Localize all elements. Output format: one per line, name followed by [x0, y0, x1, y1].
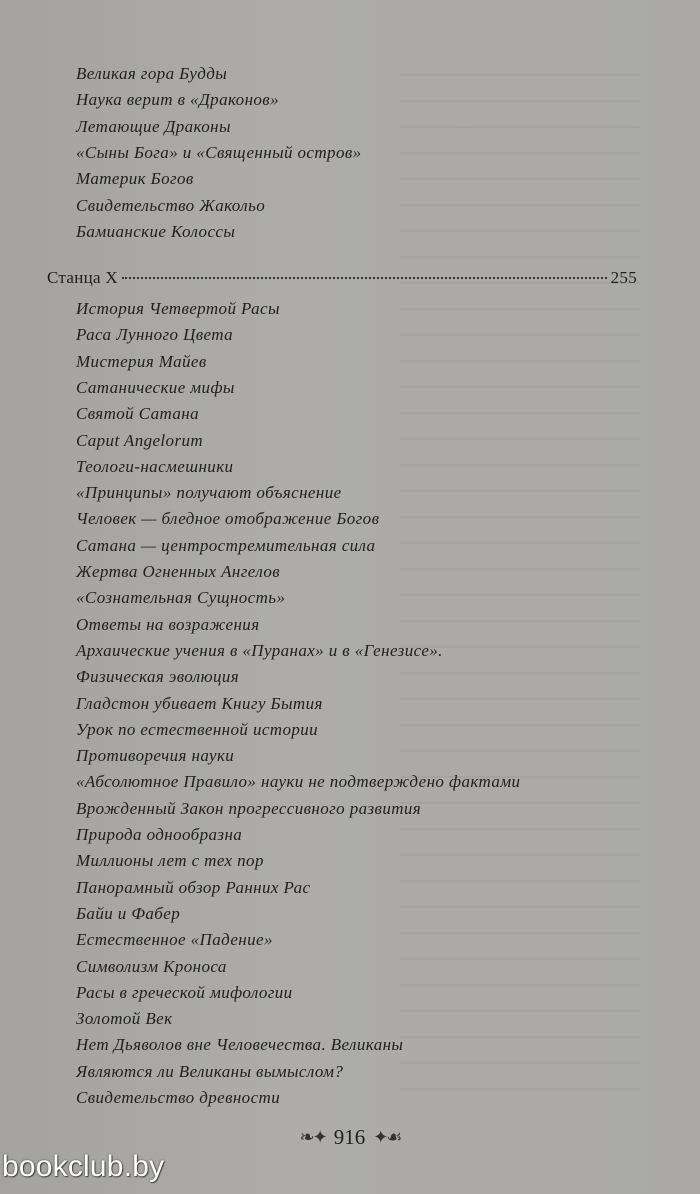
ornament-left-icon: ❧✦: [299, 1127, 326, 1147]
toc-entry: Человек — бледное отображение Богов: [76, 509, 380, 529]
toc-entry: Архаические учения в «Пуранах» и в «Генезисе».: [76, 640, 443, 660]
toc-entry: «Абсолютное Правило» науки не подтверждено фактами: [76, 772, 521, 792]
dot-leader: [122, 277, 607, 279]
toc-entry: Гладстон убивает Книгу Бытия: [76, 693, 323, 713]
toc-entry: Являются ли Великаны вымыслом?: [76, 1061, 344, 1081]
toc-entry: История Четвертой Расы: [76, 299, 280, 318]
toc-entry: Природа однообразна: [76, 825, 243, 844]
toc-entry: Святой Сатана: [76, 404, 199, 424]
toc-entry: Естественное «Падение»: [76, 930, 273, 950]
toc-entry: Миллионы лет с тех пор: [76, 851, 264, 871]
toc-entry: «Принципы» получают объяснение: [76, 483, 342, 503]
toc-entry: Свидетельство древности: [76, 1088, 281, 1107]
toc-entry: Физическая эволюция: [76, 667, 240, 687]
toc-entry: Великая гора Будды: [76, 64, 228, 83]
section-heading: [47, 268, 637, 288]
toc-entry: Расы в греческой мифологии: [76, 982, 293, 1002]
toc-entry: Сатана — центростремительная сила: [76, 535, 376, 555]
toc-entry: «Сознательная Сущность»: [76, 588, 286, 608]
toc-entry: Панорамный обзор Ранних Рас: [76, 877, 311, 897]
toc-entry: Наука верит в «Драконов»: [76, 90, 279, 110]
toc-entry: Жертва Огненных Ангелов: [76, 562, 281, 581]
ornament-right-icon: ✦☙: [373, 1127, 401, 1147]
toc-entry: Летающие Драконы: [76, 116, 231, 136]
toc-entry: Сатанические мифы: [76, 377, 235, 397]
toc-entry: Мистерия Майев: [76, 351, 207, 371]
show-through-text: [400, 60, 640, 1100]
toc-entry: Бамианские Колоссы: [76, 221, 236, 241]
toc-entry: Байи и Фабер: [76, 903, 181, 923]
toc-entry: Золотой Век: [76, 1009, 173, 1029]
section-title: Станца X: [47, 268, 118, 287]
toc-entry: Свидетельство Жакольо: [76, 195, 266, 215]
toc-entry: Урок по естественной истории: [76, 719, 319, 739]
toc-entry: Теологи-насмешники: [76, 456, 234, 476]
toc-entry: Врожденный Закон прогрессивного развития: [76, 798, 422, 818]
toc-entry: «Сыны Бога» и «Священный остров»: [76, 142, 362, 162]
section-page-number: 255: [610, 268, 637, 287]
watermark-logo: bookclub.by: [2, 1150, 165, 1183]
page-footer: [0, 1125, 700, 1150]
page-number: 916: [333, 1125, 366, 1149]
toc-entry: Материк Богов: [76, 169, 194, 189]
toc-entry: Раса Лунного Цвета: [76, 325, 234, 345]
toc-entry: Caput Angelorum: [76, 430, 204, 450]
toc-entry: Нет Дьяволов вне Человечества. Великаны: [76, 1035, 404, 1055]
toc-entry: Ответы на возражения: [76, 614, 260, 634]
toc-entry: Противоречия науки: [76, 746, 235, 766]
toc-entry: Символизм Кроноса: [76, 956, 227, 976]
